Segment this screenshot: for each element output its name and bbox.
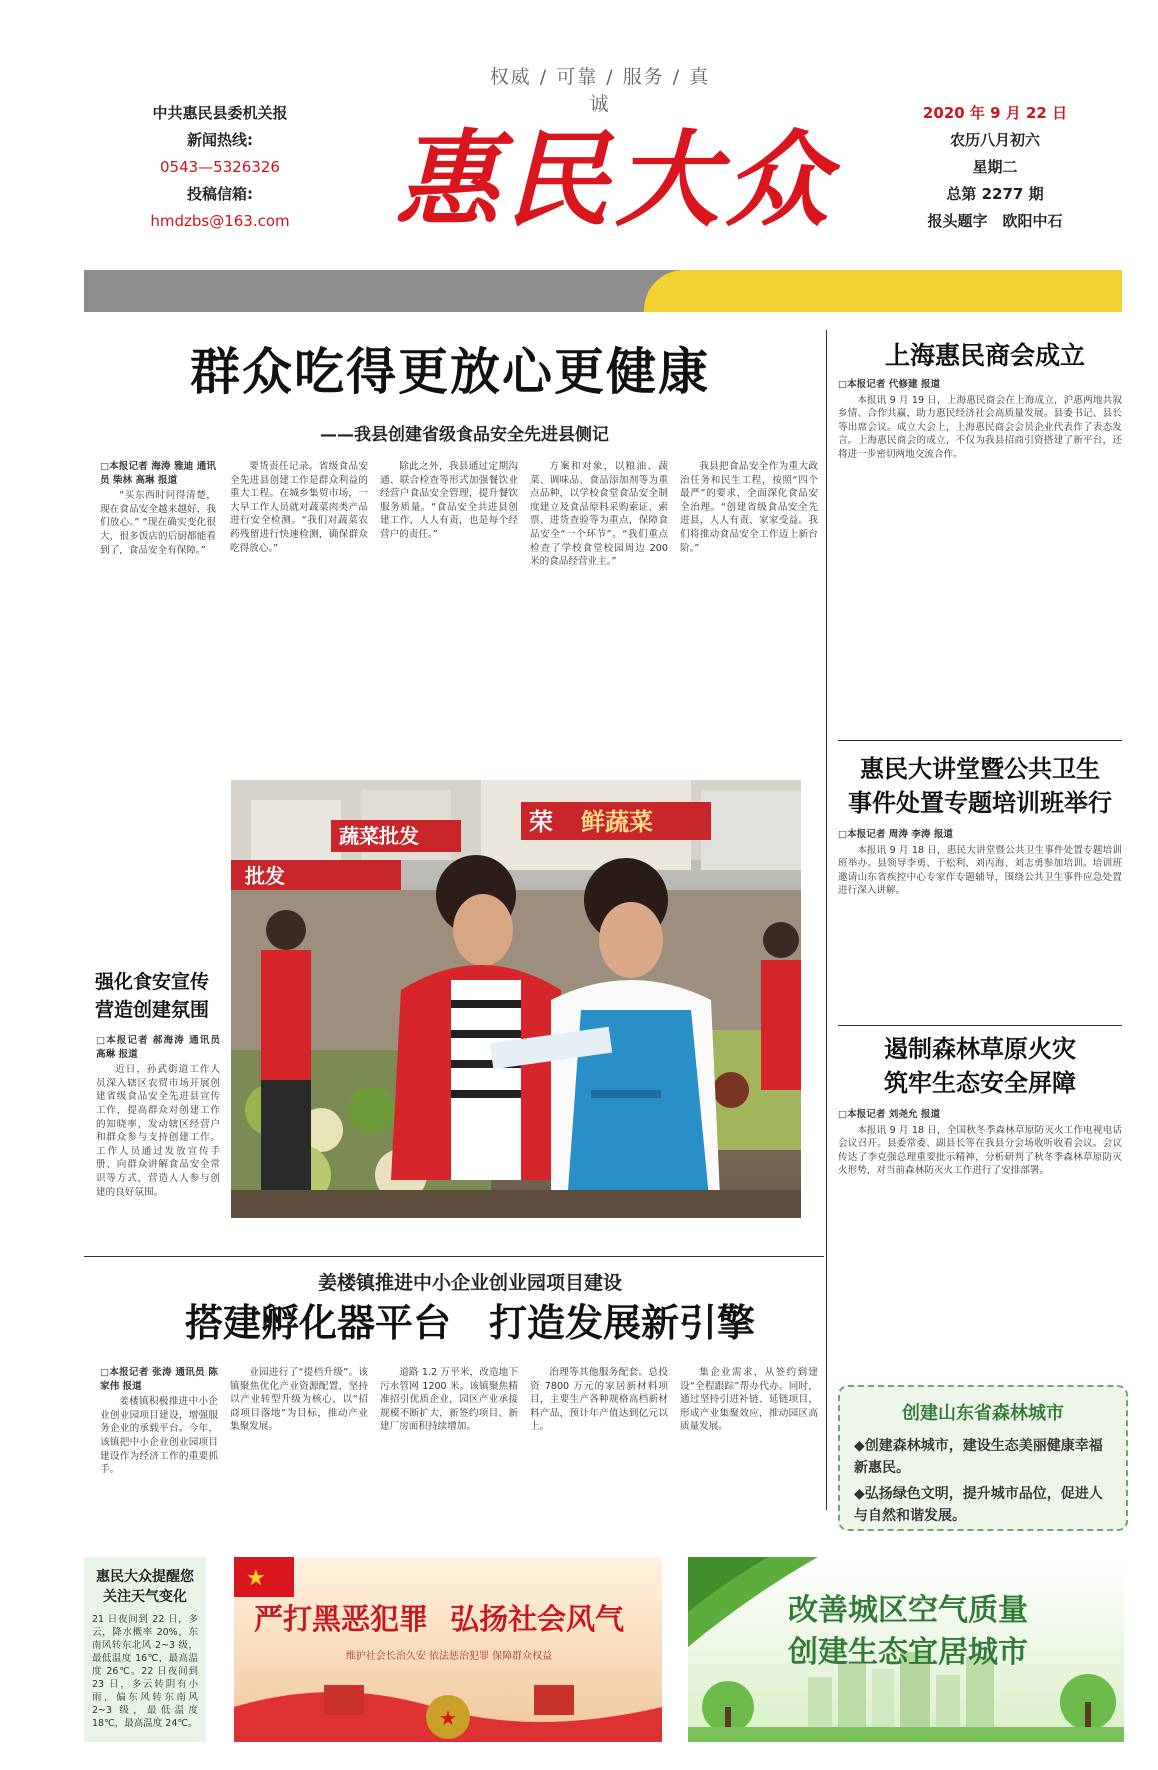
lead-column — [680, 460, 818, 725]
caption-headline-line: 营造创建氛围 — [94, 999, 209, 1021]
issue-number: 总第 2277 期 — [946, 185, 1044, 203]
mid-kicker: 姜楼镇推进中小企业创业园项目建设 — [317, 1272, 622, 1294]
market-photo-illustration — [231, 780, 801, 1218]
issue-date: 2020 年 9 月 22 日 — [922, 104, 1068, 122]
hotline-number: 0543—5326326 — [160, 158, 280, 176]
side3-body — [838, 1108, 1122, 1370]
mid-column-text: 治理等其他服务配套。总投资 7800 万元的家居新材料项目，主要生产各种规格高档新材料产品，预计年产值达到亿元以上。 — [530, 1367, 668, 1433]
band-yellow — [644, 270, 1122, 312]
side1-body — [838, 378, 1122, 718]
lead-byline: □本报记者 海涛 雅迪 通讯员 柴林 高琳 报道 — [100, 461, 216, 486]
side3-text: 本报讯 9 月 18 日，全国秋冬季森林草原防灭火工作电视电话会议召开。县委常委、副县长等在我县分会场收听收看会议。会议传达了李克强总理重要批示精神，分析研判了秋冬季森林草原防灭火形势，对当前森林防灭火工作进行了安排部署。 — [838, 1124, 1122, 1177]
lead-column-text: “买东西时问得清楚，现在食品安全越来越好，我们放心。” “现在确实变化很大，很多饭店的后厨都能看到了，食品安全有保障。” — [100, 490, 216, 556]
caption-headline-line: 强化食安宣传 — [94, 971, 209, 993]
mid-column-text: 业园进行了“提档升级”。该镇聚焦优化产业资源配置，坚持以产业转型升级为核心，以“招商项目落地”为目标，推动产业集聚发展。 — [230, 1367, 368, 1433]
mid-column — [380, 1366, 518, 1536]
caption-headline — [84, 968, 220, 1024]
forest-box-line: ◆创建森林城市，建设生态美丽健康幸福新惠民。 — [854, 1438, 1103, 1476]
masthead-right-ear — [905, 100, 1085, 235]
photo-sign-text: 批发 — [245, 864, 285, 888]
calligraphy-credit: 报头题字 欧阳中石 — [927, 212, 1063, 230]
hotline-label: 新闻热线: — [187, 131, 253, 149]
side1-byline: □本报记者 代修建 报道 — [838, 379, 941, 390]
section-rule — [838, 1025, 1122, 1026]
lead-subheadline: ——我县创建省级食品安全先进县侧记 — [320, 425, 609, 445]
side3-byline: □本报记者 刘尧允 报道 — [838, 1109, 941, 1120]
star-icon: ★ — [246, 1566, 266, 1591]
lead-column — [380, 460, 518, 725]
ad1-slogan — [254, 1597, 644, 1638]
caption-body — [96, 1034, 220, 1224]
lead-column-text: 要货责任记录。省级食品安全先进县创建工作是群众利益的重大工程。在城乡集贸市场，一大早工作人员就对蔬菜肉类产品进行安全检测。“我们对蔬菜农药残留进行快速检测，确保群众吃得放心。” — [230, 461, 368, 554]
market-photo — [231, 780, 801, 1218]
section-rule — [84, 1256, 824, 1257]
org-name: 中共惠民县委机关报 — [152, 104, 288, 122]
air-quality-banner — [688, 1557, 1124, 1742]
lead-column-text: 方案和对象，以粮油、蔬菜、调味品、食品添加剂等为重点品种，以学校食堂食品安全制度建立及食品原料采购索证、索票、进货查验等为重点，保障食品安全“一个环节”。“我们重点检查了学校食堂校园周边 200 米的食品经营业主。” — [530, 461, 668, 568]
forest-box-title: 创建山东省森林城市 — [902, 1403, 1064, 1424]
photo-sign-text: 荣 — [529, 808, 553, 836]
mail-address: hmdzbs@163.com — [150, 212, 290, 230]
side3-headline-line: 筑牢生态安全屏障 — [884, 1069, 1076, 1097]
caption-byline: □本报记者 郝海涛 通讯员 高琳 报道 — [96, 1035, 220, 1060]
photo-sign-text: 鲜蔬菜 — [581, 808, 653, 836]
emblem-icon: ★ — [439, 1706, 457, 1730]
masthead-slogan: 权威 / 可靠 / 服务 / 真诚 — [489, 66, 711, 115]
weather-title: 惠民大众提醒您关注天气变化 — [96, 1569, 194, 1605]
mid-column — [100, 1366, 218, 1536]
side2-body — [838, 828, 1122, 1018]
masthead-left-ear — [110, 100, 330, 235]
section-rule — [838, 740, 1122, 741]
mid-column — [530, 1366, 668, 1536]
newspaper-title: 惠民大众 — [395, 118, 836, 241]
photo-sign-text: 蔬菜批发 — [339, 824, 419, 848]
lead-headline: 群众吃得更放心更健康 — [190, 343, 710, 401]
side2-byline: □本报记者 周涛 李涛 报道 — [838, 829, 954, 840]
weather-body: 21 日夜间到 22 日，多云，降水概率 20%，东南风转东北风 2~3 级，最低温度 16℃，最高温度 26℃。22 日夜间到 23 日，多云转阴有小雨，偏东风转东南风 2~3 级，最低温度 18℃，最高温度 24℃。 — [92, 1614, 198, 1729]
lead-column-text: 除此之外，我县通过定期沟通、联合检查等形式加强餐饮业经营户食品安全管理，提升餐饮服务质量。“食品安全共进县创建工作，人人有责，也是每个经营户的责任。” — [380, 461, 518, 540]
mid-headline: 搭建孵化器平台 打造发展新引擎 — [184, 1301, 755, 1345]
lunar-date: 农历八月初六 — [949, 131, 1040, 149]
mid-byline: □本报记者 张涛 通讯员 陈家伟 报道 — [100, 1367, 218, 1392]
ad2-slogan-line: 改善城区空气质量 — [788, 1593, 1028, 1628]
weekday: 星期二 — [972, 158, 1018, 176]
side2-headline — [838, 752, 1122, 820]
forest-box-line: ◆弘扬绿色文明，提升城市品位，促进人与自然和谐发展。 — [854, 1486, 1103, 1524]
side3-headline-line: 遏制森林草原火灾 — [884, 1035, 1076, 1063]
caption-text: 近日，孙武街道工作人员深入辖区农贸市场开展创建省级食品安全先进县宣传工作，提高群众对创建工作的知晓率，发动辖区经营户和群众参与支持创建工作。工作人员通过发放宣传手册、向群众讲解食品安全常识等方式，营造人人参与创建的良好氛围。 — [96, 1064, 220, 1198]
side2-headline-line: 事件处置专题培训班举行 — [848, 789, 1112, 817]
lead-column — [100, 460, 216, 725]
mid-column-text: 姜楼镇积极推进中小企业创业园项目建设，增强服务企业的承载平台。今年，该镇把中小企业创业园项目建设作为经济工作的重要抓手。 — [100, 1396, 218, 1476]
ad1-slogan-part: 弘扬社会风气 — [450, 1602, 625, 1636]
masthead-band — [84, 270, 1122, 312]
weather-box — [84, 1557, 206, 1742]
mid-column — [680, 1366, 818, 1536]
lead-column — [230, 460, 368, 725]
ad1-slogan-part: 严打黑恶犯罪 — [254, 1602, 429, 1636]
mail-label: 投稿信箱: — [187, 185, 253, 203]
ad2-slogan-line: 创建生态宜居城市 — [788, 1635, 1028, 1670]
mid-column-text: 集企业需求，从签约到建设“全程跟踪”帮办代办。同时，通过坚持引进补链、延链项目，形成产业集聚效应，推动园区高质量发展。 — [680, 1367, 818, 1433]
mid-column-text: 道路 1.2 万平米，改造地下污水管网 1200 米。该镇聚焦精准招引优质企业，园区产业承接规模不断扩大，新签约项目、新建厂房面积持续增加。 — [380, 1367, 518, 1433]
lead-column-text: 我县把食品安全作为重大政治任务和民生工程，按照“四个最严”的要求，全面深化食品安全治理。“创建省级食品安全先进县，人人有责、家家受益。我们将推动食品安全工作迈上新台阶。” — [680, 461, 818, 554]
side2-headline-line: 惠民大讲堂暨公共卫生 — [860, 755, 1100, 783]
ad1-tagline: 维护社会长治久安 依法惩治犯罪 保障群众权益 — [345, 1651, 553, 1662]
anti-crime-banner — [234, 1557, 662, 1742]
side1-headline: 上海惠民商会成立 — [884, 341, 1085, 370]
mid-column — [230, 1366, 368, 1536]
column-divider — [826, 330, 827, 1510]
side2-text: 本报讯 9 月 18 日，惠民大讲堂暨公共卫生事件处置专题培训班举办。县领导李勇、于松利、刘丙海、刘志勇参加培训。培训班邀请山东省疾控中心专家作专题辅导，围绕公共卫生事件应急处置进行深入讲解。 — [838, 844, 1122, 897]
side1-text: 本报讯 9 月 19 日，上海惠民商会在上海成立，沪惠两地共叙乡情、合作共赢，助力惠民经济社会高质量发展。县委书记、县长等出席会议。成立大会上，上海惠民商会会员企业代表作了表态发言。上海惠民商会的成立，不仅为我县招商引资搭建了新平台，还将进一步密切两地交流合作。 — [838, 394, 1122, 460]
forest-city-box — [838, 1385, 1128, 1531]
lead-column — [530, 460, 668, 725]
side3-headline — [838, 1032, 1122, 1100]
